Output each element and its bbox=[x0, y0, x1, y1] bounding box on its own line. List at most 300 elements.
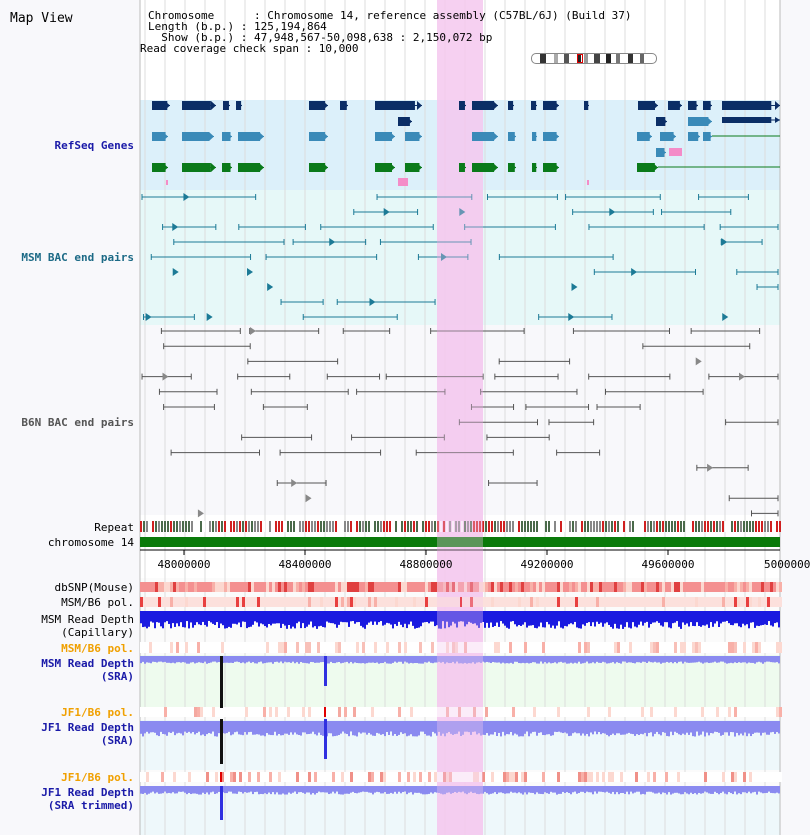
depth-bar bbox=[330, 786, 332, 793]
heat-cell bbox=[485, 772, 488, 782]
repeat-feature bbox=[536, 521, 538, 532]
heat-cell bbox=[338, 597, 341, 607]
repeat-feature bbox=[533, 521, 535, 532]
depth-bar bbox=[408, 611, 410, 624]
depth-bar bbox=[250, 786, 252, 792]
depth-bar bbox=[236, 656, 238, 662]
heat-cell bbox=[239, 582, 242, 592]
depth-bar bbox=[198, 656, 200, 662]
repeat-track-label[interactable]: Repeat bbox=[94, 521, 134, 534]
repeat-feature bbox=[641, 521, 643, 532]
heat-cell bbox=[398, 582, 401, 592]
repeat-feature bbox=[758, 521, 760, 532]
heat-cell bbox=[506, 772, 509, 782]
heat-cell bbox=[227, 597, 230, 607]
repeat-feature bbox=[725, 521, 727, 532]
depth-bar bbox=[734, 656, 736, 662]
heat-cell bbox=[233, 582, 236, 592]
heat-cell bbox=[197, 597, 200, 607]
gene-exon-pink bbox=[587, 180, 589, 185]
heat-cell bbox=[581, 707, 584, 717]
depth-bar bbox=[622, 786, 624, 793]
heat-cell bbox=[590, 642, 593, 653]
heat-cell bbox=[140, 707, 143, 717]
gene-exon bbox=[238, 132, 260, 141]
heat-cell bbox=[317, 707, 320, 717]
depth-bar bbox=[348, 656, 350, 663]
depth-bar bbox=[510, 721, 512, 732]
heat-cell bbox=[215, 582, 218, 592]
depth-bar bbox=[376, 611, 378, 625]
depth-bar bbox=[662, 611, 664, 627]
heat-cell bbox=[731, 772, 734, 782]
heat-cell bbox=[422, 597, 425, 607]
depth-bar bbox=[282, 786, 284, 794]
repeat-feature bbox=[527, 521, 529, 532]
depth-bar bbox=[380, 721, 382, 735]
heat-cell bbox=[650, 642, 653, 653]
depth-bar bbox=[142, 656, 144, 662]
depth-bar bbox=[432, 721, 434, 732]
heat-cell bbox=[494, 772, 497, 782]
heat-cell bbox=[416, 707, 419, 717]
jf1-pol-label[interactable]: JF1/B6 pol. bbox=[61, 706, 134, 719]
heat-cell bbox=[383, 642, 386, 653]
depth-bar bbox=[272, 611, 274, 624]
repeat-feature bbox=[404, 521, 406, 532]
depth-bar bbox=[338, 656, 340, 662]
depth-bar bbox=[498, 611, 500, 627]
depth-bar bbox=[202, 656, 204, 663]
depth-bar bbox=[662, 786, 664, 792]
depth-bar bbox=[672, 611, 674, 623]
depth-bar bbox=[238, 786, 240, 792]
heat-cell bbox=[380, 707, 383, 717]
depth-bar bbox=[394, 611, 396, 624]
depth-bar bbox=[270, 656, 272, 662]
heat-cell bbox=[617, 772, 620, 782]
depth-bar bbox=[172, 721, 174, 732]
heat-cell bbox=[545, 642, 548, 653]
jf1-depth-label-1[interactable]: JF1 Read Depth bbox=[41, 721, 134, 734]
heat-cell bbox=[650, 597, 653, 607]
depth-bar bbox=[266, 611, 268, 627]
msm-depth-capillary-label-1[interactable]: MSM Read Depth bbox=[41, 613, 134, 626]
depth-bar bbox=[190, 656, 192, 663]
depth-bar bbox=[396, 611, 398, 626]
depth-bar bbox=[658, 611, 660, 623]
repeat-feature bbox=[323, 521, 325, 532]
depth-bar bbox=[418, 656, 420, 663]
heat-cell bbox=[251, 597, 254, 607]
heat-cell bbox=[683, 772, 686, 782]
heat-cell bbox=[497, 597, 500, 607]
depth-bar bbox=[422, 611, 424, 623]
depth-bar bbox=[484, 786, 486, 792]
heat-cell bbox=[509, 597, 512, 607]
heat-cell bbox=[251, 707, 254, 717]
depth-bar bbox=[526, 786, 528, 794]
depth-spike bbox=[324, 719, 327, 759]
jf1-trim-label-1[interactable]: JF1 Read Depth bbox=[41, 786, 134, 799]
depth-bar bbox=[498, 786, 500, 793]
heat-cell bbox=[740, 582, 743, 592]
depth-bar bbox=[332, 786, 334, 792]
heat-cell bbox=[206, 597, 209, 607]
heat-cell bbox=[296, 772, 299, 782]
heat-cell bbox=[503, 597, 506, 607]
depth-bar bbox=[386, 611, 388, 623]
heat-cell bbox=[149, 582, 152, 592]
gene-exon bbox=[182, 163, 211, 172]
depth-bar bbox=[408, 786, 410, 793]
jf1-trim-label-2[interactable]: (SRA trimmed) bbox=[47, 799, 134, 812]
depth-bar bbox=[556, 786, 558, 795]
heat-cell bbox=[518, 772, 521, 782]
heat-cell bbox=[629, 582, 632, 592]
heat-cell bbox=[404, 597, 407, 607]
jf1-pol-trimmed-label[interactable]: JF1/B6 pol. bbox=[61, 771, 134, 784]
msm-depth-sra-label-1[interactable]: MSM Read Depth bbox=[41, 657, 134, 670]
depth-bar bbox=[730, 656, 732, 663]
depth-bar bbox=[326, 611, 328, 622]
heat-cell bbox=[326, 707, 329, 717]
chromosome-track-label[interactable]: chromosome 14 bbox=[47, 536, 134, 549]
chromosome-ideogram[interactable] bbox=[531, 53, 657, 64]
heat-cell bbox=[344, 642, 347, 653]
heat-cell bbox=[704, 642, 707, 653]
depth-bar bbox=[640, 656, 642, 663]
heat-cell bbox=[740, 772, 743, 782]
msm-depth-capillary-label-2[interactable]: (Capillary) bbox=[61, 626, 134, 639]
depth-bar bbox=[622, 656, 624, 662]
heat-cell bbox=[707, 772, 710, 782]
b6n-bac-track-label[interactable]: B6N BAC end pairs bbox=[21, 416, 134, 429]
depth-bar bbox=[228, 786, 230, 792]
depth-bar bbox=[638, 786, 640, 792]
heat-cell bbox=[380, 597, 383, 607]
depth-bar bbox=[528, 786, 530, 792]
gene-exon bbox=[375, 163, 392, 172]
depth-bar bbox=[196, 611, 198, 622]
repeat-feature bbox=[494, 521, 496, 532]
depth-bar bbox=[640, 786, 642, 794]
repeat-feature bbox=[266, 521, 268, 532]
heat-cell bbox=[755, 582, 758, 592]
heat-cell bbox=[509, 582, 512, 592]
depth-bar bbox=[546, 786, 548, 793]
msm-b6-pol-label[interactable]: MSM/B6 pol. bbox=[61, 596, 134, 609]
heat-cell bbox=[419, 597, 422, 607]
heat-cell bbox=[587, 582, 590, 592]
depth-bar bbox=[536, 611, 538, 628]
heat-cell bbox=[611, 772, 614, 782]
repeat-feature bbox=[272, 521, 274, 532]
depth-bar bbox=[316, 611, 318, 629]
heat-cell bbox=[224, 707, 227, 717]
heat-cell bbox=[590, 772, 593, 782]
depth-bar bbox=[742, 611, 744, 624]
depth-bar bbox=[488, 786, 490, 794]
depth-bar bbox=[252, 611, 254, 625]
heat-cell bbox=[590, 707, 593, 717]
depth-bar bbox=[538, 611, 540, 627]
heat-cell bbox=[758, 772, 761, 782]
depth-bar bbox=[346, 611, 348, 622]
heat-cell bbox=[569, 642, 572, 653]
msm-depth-sra-label-2[interactable]: (SRA) bbox=[100, 670, 134, 683]
heat-cell bbox=[149, 772, 152, 782]
depth-bar bbox=[664, 786, 666, 793]
heat-cell bbox=[320, 582, 323, 592]
heat-cell bbox=[299, 642, 302, 653]
gene-exon-pink bbox=[669, 148, 682, 156]
gene-exon bbox=[722, 101, 771, 110]
depth-bar bbox=[644, 786, 646, 794]
heat-cell bbox=[230, 597, 233, 607]
depth-bar bbox=[488, 611, 490, 628]
depth-bar bbox=[150, 656, 152, 663]
depth-bar bbox=[648, 656, 650, 662]
jf1-depth-label-2[interactable]: (SRA) bbox=[100, 734, 134, 747]
depth-bar bbox=[376, 786, 378, 792]
depth-bar bbox=[550, 786, 552, 792]
msm-bac-track-label[interactable]: MSM BAC end pairs bbox=[21, 251, 134, 264]
depth-bar bbox=[428, 656, 430, 662]
repeat-feature bbox=[557, 521, 559, 532]
heat-cell bbox=[545, 707, 548, 717]
depth-bar bbox=[598, 656, 600, 663]
repeat-feature bbox=[185, 521, 187, 532]
repeat-feature bbox=[230, 521, 232, 532]
depth-bar bbox=[554, 611, 556, 629]
heat-cell bbox=[221, 582, 224, 592]
depth-bar bbox=[624, 786, 626, 794]
depth-bar bbox=[530, 611, 532, 626]
depth-bar bbox=[760, 721, 762, 736]
depth-bar bbox=[506, 721, 508, 734]
heat-cell bbox=[665, 707, 668, 717]
depth-bar bbox=[708, 721, 710, 735]
repeat-feature bbox=[518, 521, 520, 532]
depth-bar bbox=[692, 786, 694, 794]
heat-cell bbox=[500, 642, 503, 653]
depth-bar bbox=[516, 786, 518, 793]
heat-cell bbox=[635, 597, 638, 607]
heat-cell bbox=[620, 707, 623, 717]
depth-bar bbox=[170, 611, 172, 628]
heat-cell bbox=[650, 582, 653, 592]
heat-cell bbox=[332, 772, 335, 782]
heat-cell bbox=[170, 707, 173, 717]
repeat-feature bbox=[251, 521, 253, 532]
heat-cell bbox=[626, 597, 629, 607]
repeat-feature bbox=[380, 521, 382, 532]
heat-cell bbox=[179, 707, 182, 717]
depth-bar bbox=[762, 786, 764, 793]
depth-bar bbox=[322, 656, 324, 662]
heat-cell bbox=[518, 582, 521, 592]
heat-cell bbox=[269, 597, 272, 607]
depth-bar bbox=[744, 611, 746, 625]
depth-bar bbox=[356, 786, 358, 793]
heat-cell bbox=[317, 772, 320, 782]
heat-cell bbox=[734, 642, 737, 653]
heat-cell bbox=[326, 582, 329, 592]
depth-bar bbox=[748, 786, 750, 792]
depth-bar bbox=[330, 656, 332, 662]
heat-cell bbox=[146, 582, 149, 592]
heat-cell bbox=[212, 582, 215, 592]
depth-bar bbox=[714, 656, 716, 662]
depth-bar bbox=[510, 656, 512, 663]
repeat-feature bbox=[614, 521, 616, 532]
heat-cell bbox=[662, 772, 665, 782]
depth-bar bbox=[532, 721, 534, 732]
heat-cell bbox=[176, 582, 179, 592]
heat-cell bbox=[266, 707, 269, 717]
heat-cell bbox=[329, 772, 332, 782]
depth-bar bbox=[646, 611, 648, 622]
heat-cell bbox=[380, 772, 383, 782]
heat-cell bbox=[305, 707, 308, 717]
depth-bar bbox=[660, 786, 662, 794]
depth-spike bbox=[220, 656, 223, 708]
heat-cell bbox=[701, 772, 704, 782]
heat-cell bbox=[608, 597, 611, 607]
heat-cell bbox=[386, 707, 389, 717]
depth-bar bbox=[616, 786, 618, 792]
depth-bar bbox=[170, 786, 172, 793]
depth-bar bbox=[414, 786, 416, 793]
depth-bar bbox=[594, 656, 596, 663]
depth-bar bbox=[328, 611, 330, 623]
msm-b6-pol-sra-label[interactable]: MSM/B6 pol. bbox=[61, 642, 134, 655]
heat-cell bbox=[203, 707, 206, 717]
heat-cell bbox=[296, 642, 299, 653]
repeat-feature bbox=[647, 521, 649, 532]
heat-cell bbox=[617, 707, 620, 717]
heat-cell bbox=[416, 597, 419, 607]
depth-bar bbox=[304, 656, 306, 663]
gene-exon bbox=[688, 117, 708, 126]
depth-bar bbox=[610, 721, 612, 735]
heat-cell bbox=[644, 642, 647, 653]
depth-bar bbox=[502, 786, 504, 793]
heat-cell bbox=[755, 642, 758, 653]
refseq-track-label[interactable]: RefSeq Genes bbox=[54, 139, 134, 152]
depth-bar bbox=[416, 656, 418, 663]
heat-cell bbox=[680, 582, 683, 592]
depth-bar bbox=[188, 786, 190, 793]
heat-cell bbox=[614, 582, 617, 592]
heat-cell bbox=[419, 772, 422, 782]
depth-bar bbox=[670, 656, 672, 662]
depth-bar bbox=[484, 721, 486, 735]
depth-bar bbox=[562, 786, 564, 792]
depth-bar bbox=[616, 721, 618, 733]
repeat-feature bbox=[161, 521, 163, 532]
heat-cell bbox=[314, 582, 317, 592]
heat-cell bbox=[542, 582, 545, 592]
depth-bar bbox=[324, 611, 326, 627]
depth-bar bbox=[596, 786, 598, 794]
depth-bar bbox=[562, 611, 564, 628]
depth-bar bbox=[518, 786, 520, 792]
depth-bar bbox=[152, 721, 154, 732]
depth-bar bbox=[546, 721, 548, 734]
depth-bar bbox=[350, 611, 352, 621]
dbsnp-track-label[interactable]: dbSNP(Mouse) bbox=[54, 581, 134, 594]
depth-bar bbox=[686, 721, 688, 733]
heat-cell bbox=[689, 597, 692, 607]
depth-bar bbox=[384, 656, 386, 662]
repeat-feature bbox=[680, 521, 682, 532]
depth-bar bbox=[616, 611, 618, 628]
depth-bar bbox=[392, 611, 394, 628]
heat-cell bbox=[764, 642, 767, 653]
heat-cell bbox=[524, 772, 527, 782]
depth-bar bbox=[250, 611, 252, 627]
heat-cell bbox=[350, 582, 353, 592]
heat-cell bbox=[392, 772, 395, 782]
heat-cell bbox=[749, 642, 752, 653]
heat-cell bbox=[269, 772, 272, 782]
heat-cell bbox=[146, 642, 149, 653]
heat-cell bbox=[356, 772, 359, 782]
depth-bar bbox=[776, 611, 778, 622]
depth-bar bbox=[412, 611, 414, 626]
heat-cell bbox=[584, 582, 587, 592]
depth-bar bbox=[294, 786, 296, 792]
heat-cell bbox=[536, 772, 539, 782]
heat-cell bbox=[155, 642, 158, 653]
depth-bar bbox=[752, 611, 754, 622]
repeat-feature bbox=[755, 521, 757, 532]
heat-cell bbox=[161, 772, 164, 782]
heat-cell bbox=[260, 597, 263, 607]
depth-bar bbox=[650, 656, 652, 662]
heat-cell bbox=[395, 597, 398, 607]
depth-bar bbox=[410, 656, 412, 663]
heat-cell bbox=[719, 642, 722, 653]
heat-cell bbox=[566, 707, 569, 717]
depth-bar bbox=[144, 721, 146, 733]
depth-bar bbox=[610, 786, 612, 794]
heat-cell bbox=[299, 582, 302, 592]
depth-bar bbox=[374, 721, 376, 736]
depth-bar bbox=[236, 611, 238, 624]
heat-cell bbox=[728, 597, 731, 607]
depth-bar bbox=[490, 721, 492, 734]
depth-bar bbox=[722, 656, 724, 662]
heat-cell bbox=[275, 582, 278, 592]
depth-bar bbox=[660, 611, 662, 625]
heat-cell bbox=[491, 707, 494, 717]
depth-bar bbox=[518, 721, 520, 736]
depth-bar bbox=[274, 611, 276, 624]
repeat-feature bbox=[239, 521, 241, 532]
depth-bar bbox=[600, 721, 602, 734]
depth-bar bbox=[160, 611, 162, 626]
heat-cell bbox=[206, 582, 209, 592]
heat-cell bbox=[671, 707, 674, 717]
length-info: Length (b.p.) : 125,194,864 bbox=[148, 20, 327, 33]
depth-bar bbox=[172, 786, 174, 792]
depth-bar bbox=[156, 721, 158, 735]
depth-bar bbox=[722, 786, 724, 792]
depth-bar bbox=[400, 721, 402, 732]
